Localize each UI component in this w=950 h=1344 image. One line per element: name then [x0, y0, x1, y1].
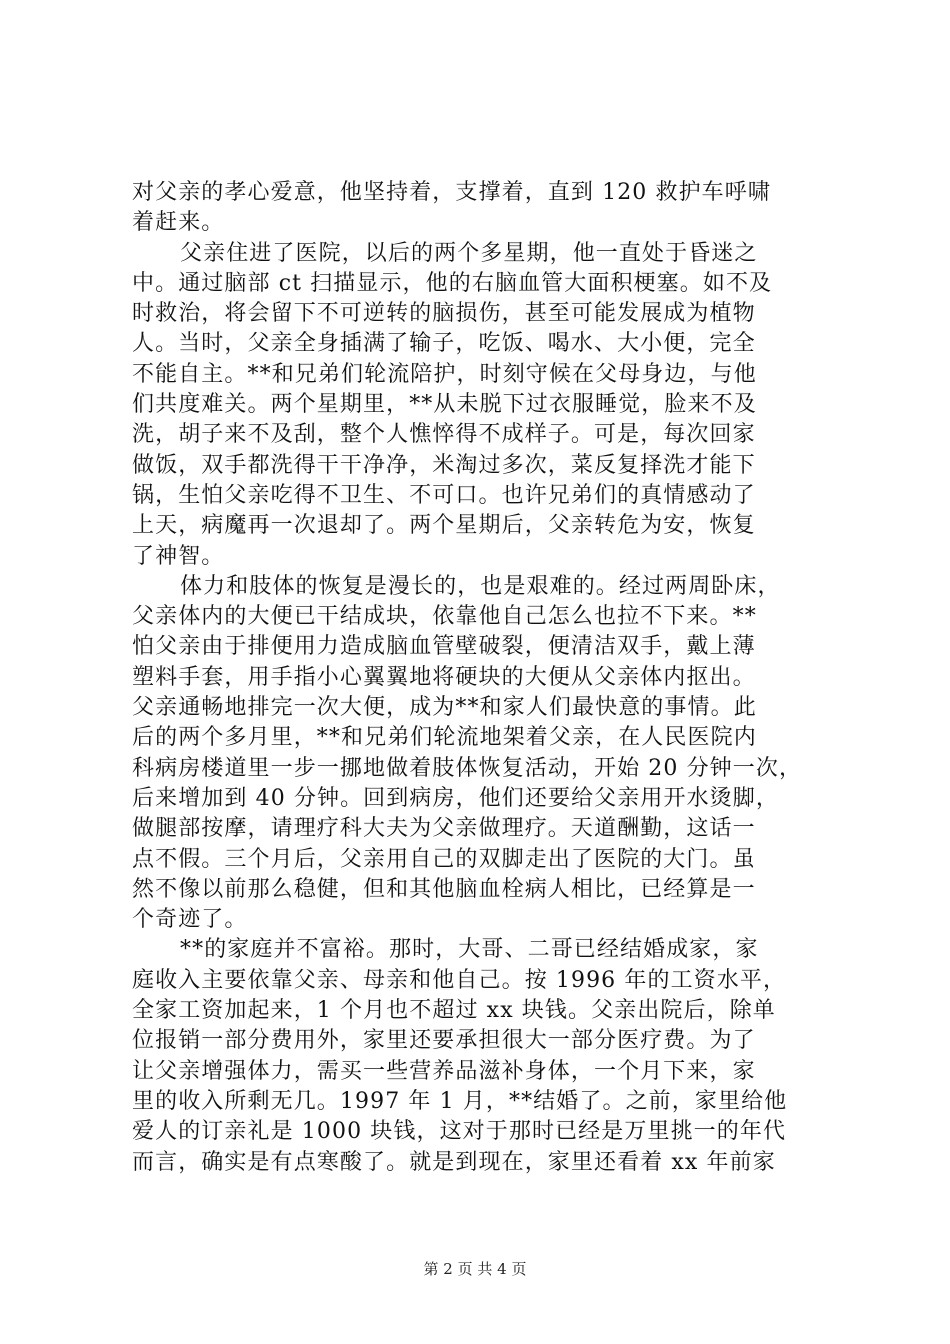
text-line: 父亲体内的大便已干结成块，依靠他自己怎么也拉不下来。** [132, 604, 757, 630]
text-line: 上天，病魔再一次退却了。两个星期后，父亲转危为安，恢复 [132, 513, 756, 539]
text-line: 塑料手套，用手指小心翼翼地将硬块的大便从父亲体内抠出。 [132, 664, 756, 690]
text-line: 做饭，双手都洗得干干净净，米淘过多次，菜反复择洗才能下 [132, 452, 756, 478]
body-text [132, 178, 832, 1178]
text-line: 洗，胡子来不及刮，整个人憔悴得不成样子。可是，每次回家 [132, 422, 756, 448]
text-line: 不能自主。**和兄弟们轮流陪护，时刻守候在父母身边，与他 [132, 361, 757, 387]
text-line: 做腿部按摩，请理疗科大夫为父亲做理疗。天道酬勤，这话一 [132, 816, 756, 842]
text-line: 怕父亲由于排便用力造成脑血管壁破裂，便清洁双手，戴上薄 [132, 634, 756, 660]
text-line: 庭收入主要依靠父亲、母亲和他自己。按 1996 年的工资水平， [132, 967, 787, 993]
text-line: 父亲通畅地排完一次大便，成为**和家人们最快意的事情。此 [132, 695, 757, 721]
text-line: 爱人的订亲礼是 1000 块钱，这对于那时已经是万里挑一的年代 [132, 1119, 787, 1145]
text-line: 了神智。 [132, 543, 225, 569]
text-line: 对父亲的孝心爱意，他坚持着，支撑着，直到 120 救护车呼啸 [132, 180, 771, 205]
text-line: 着赶来。 [132, 210, 225, 236]
text-line: 点不假。三个月后，父亲用自己的双脚走出了医院的大门。虽 [132, 846, 756, 872]
text-line: 个奇迹了。 [132, 907, 248, 933]
text-line: **的家庭并不富裕。那时，大哥、二哥已经结婚成家，家 [180, 937, 759, 963]
text-line: 让父亲增强体力，需买一些营养品滋补身体，一个月下来，家 [132, 1058, 756, 1084]
text-line: 后的两个多月里，**和兄弟们轮流地架着父亲，在人民医院内 [132, 725, 757, 751]
text-line: 体力和肢体的恢复是漫长的，也是艰难的。经过两周卧床， [180, 573, 781, 599]
text-line: 锅，生怕父亲吃得不卫生、不可口。也许兄弟们的真情感动了 [132, 482, 756, 508]
text-line: 全家工资加起来，1 个月也不超过 xx 块钱。父亲出院后，除单 [132, 998, 776, 1024]
text-line: 中。通过脑部 ct 扫描显示，他的右脑血管大面积梗塞。如不及 [132, 270, 773, 296]
text-line: 人。当时，父亲全身插满了输子，吃饭、喝水、大小便，完全 [132, 331, 756, 357]
text-line: 里的收入所剩无几。1997 年 1 月，**结婚了。之前，家里给他 [132, 1088, 788, 1114]
page-footer: 第 2 页 共 4 页 [423, 1260, 527, 1278]
text-line: 们共度难关。两个星期里，**从未脱下过衣服睡觉，脸来不及 [132, 392, 757, 418]
text-line: 位报销一部分费用外，家里还要承担很大一部分医疗费。为了 [132, 1028, 756, 1054]
text-line: 然不像以前那么稳健，但和其他脑血栓病人相比，已经算是一 [132, 876, 756, 902]
text-line: 后来增加到 40 分钟。回到病房，他们还要给父亲用开水烫脚， [132, 785, 779, 811]
text-line: 时救治，将会留下不可逆转的脑损伤，甚至可能发展成为植物 [132, 301, 756, 327]
text-line: 而言，确实是有点寒酸了。就是到现在，家里还看着 xx 年前家 [132, 1149, 776, 1175]
text-line: 科病房楼道里一步一挪地做着肢体恢复活动，开始 20 分钟一次， [132, 755, 803, 781]
text-line: 父亲住进了医院，以后的两个多星期，他一直处于昏迷之 [180, 240, 758, 266]
